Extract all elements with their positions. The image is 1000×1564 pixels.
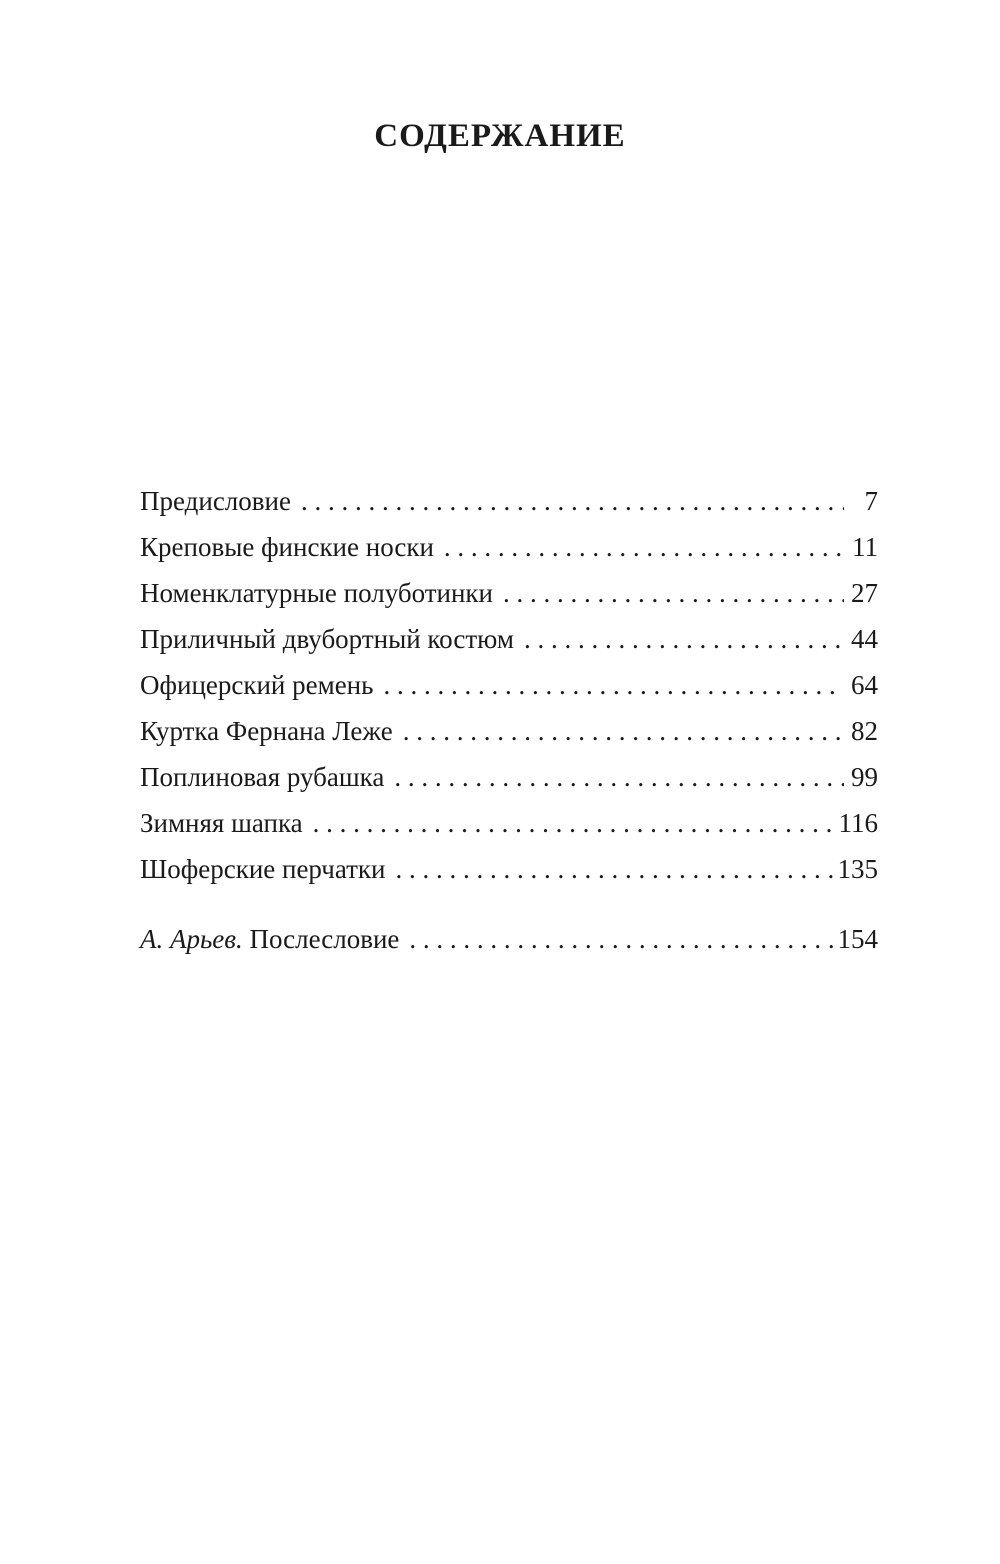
toc-leader-dots — [313, 800, 835, 846]
toc-leader-dots — [301, 478, 844, 524]
toc-entry[interactable] — [140, 524, 878, 570]
table-of-contents — [140, 478, 878, 962]
toc-entry[interactable] — [140, 616, 878, 662]
toc-entry-page: 116 — [838, 808, 878, 838]
toc-entry[interactable] — [140, 478, 878, 524]
toc-entry[interactable] — [140, 754, 878, 800]
toc-entry[interactable] — [140, 662, 878, 708]
toc-entry-page: 99 — [851, 762, 878, 792]
toc-entry-title: Приличный двубортный костюм — [140, 624, 515, 654]
toc-entry-page: 44 — [851, 624, 878, 654]
toc-entry-title: Номенклатурные полуботинки — [140, 578, 494, 608]
toc-entry-page: 154 — [837, 924, 878, 954]
toc-entry-title: Предисловие — [140, 486, 291, 516]
afterword-title: Послесловие — [249, 924, 400, 954]
toc-entry[interactable] — [140, 708, 878, 754]
toc-entry-page: 135 — [837, 854, 878, 884]
toc-entry-title: Шоферские перчатки — [140, 854, 386, 884]
toc-leader-dots — [403, 708, 844, 754]
toc-leader-dots — [444, 524, 844, 570]
toc-leader-dots — [409, 916, 833, 962]
toc-entry[interactable] — [140, 800, 878, 846]
toc-entry-page: 82 — [851, 716, 878, 746]
toc-entry-title — [140, 916, 399, 962]
page-title: СОДЕРЖАНИЕ — [374, 118, 626, 154]
toc-entry-page: 64 — [851, 670, 878, 700]
toc-leader-dots — [524, 616, 844, 662]
toc-entry-title: Поплиновая рубашка — [140, 762, 385, 792]
toc-entry[interactable] — [140, 846, 878, 892]
toc-leader-dots — [394, 754, 844, 800]
toc-entry-title: Офицерский ремень — [140, 670, 374, 700]
toc-entry-afterword[interactable] — [140, 916, 878, 962]
toc-entry[interactable] — [140, 570, 878, 616]
toc-leader-dots — [503, 570, 844, 616]
toc-leader-dots — [396, 846, 834, 892]
toc-entry-title: Куртка Фернана Леже — [140, 716, 393, 746]
afterword-author: А. Арьев. — [140, 924, 243, 954]
toc-entry-page: 27 — [851, 578, 878, 608]
toc-entry-page: 11 — [852, 532, 878, 562]
toc-entry-title: Зимняя шапка — [140, 808, 303, 838]
toc-entry-title: Креповые финские носки — [140, 532, 434, 562]
toc-leader-dots — [383, 662, 844, 708]
toc-entry-page: 7 — [864, 486, 878, 516]
